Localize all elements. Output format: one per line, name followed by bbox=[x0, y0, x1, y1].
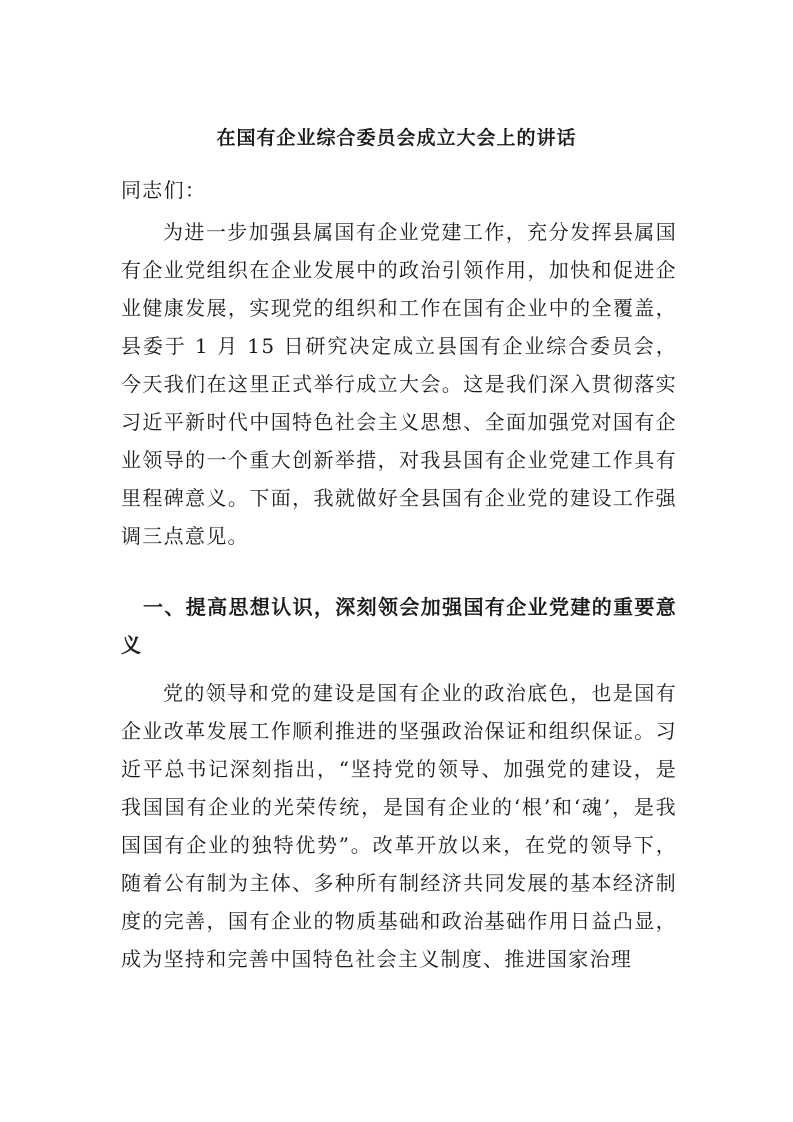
section-paragraph: 党的领导和党的建设是国有企业的政治底色，也是国有企业改革发展工作顺利推进的坚强政治保证和组织保证。习近平总书记深刻指出，“坚持党的领导、加强党的建设，是我国国有企业的光荣传统，是国有企业的‘根’和‘魂’，是我国国有企业的独特优势”。改革开放以来，在党的领导下，随着公有制为主体、多种所有制经济共同发展的基本经济制度的完善，国有企业的物质基础和政治基础作用日益凸显，成为坚持和完善中国特色社会主义制度、推进国家治理 bbox=[121, 681, 677, 971]
intro-paragraph: 为进一步加强县属国有企业党建工作，充分发挥县属国有企业党组织在企业发展中的政治引领作用，加快和促进企业健康发展，实现党的组织和工作在国有企业中的全覆盖，县委于 1 月 15 日研究决定成立县国有企业综合委员会，今天我们在这里正式举行成立大会。这是我们深入贯彻落实习近平新时代中国特色社会主义思想、全面加强党对国有企业领导的一个重大创新举措，对我县国有企业党建工作具有里程碑意义。下面，我就做好全县国有企业党的建设工作强调三点意见。 bbox=[121, 220, 677, 548]
salutation: 同志们： bbox=[121, 178, 207, 202]
section-heading: 一、提高思想认识，深刻领会加强国有企业党建的重要意义 bbox=[121, 595, 677, 657]
document-title: 在国有企业综合委员会成立大会上的讲话 bbox=[216, 127, 577, 149]
